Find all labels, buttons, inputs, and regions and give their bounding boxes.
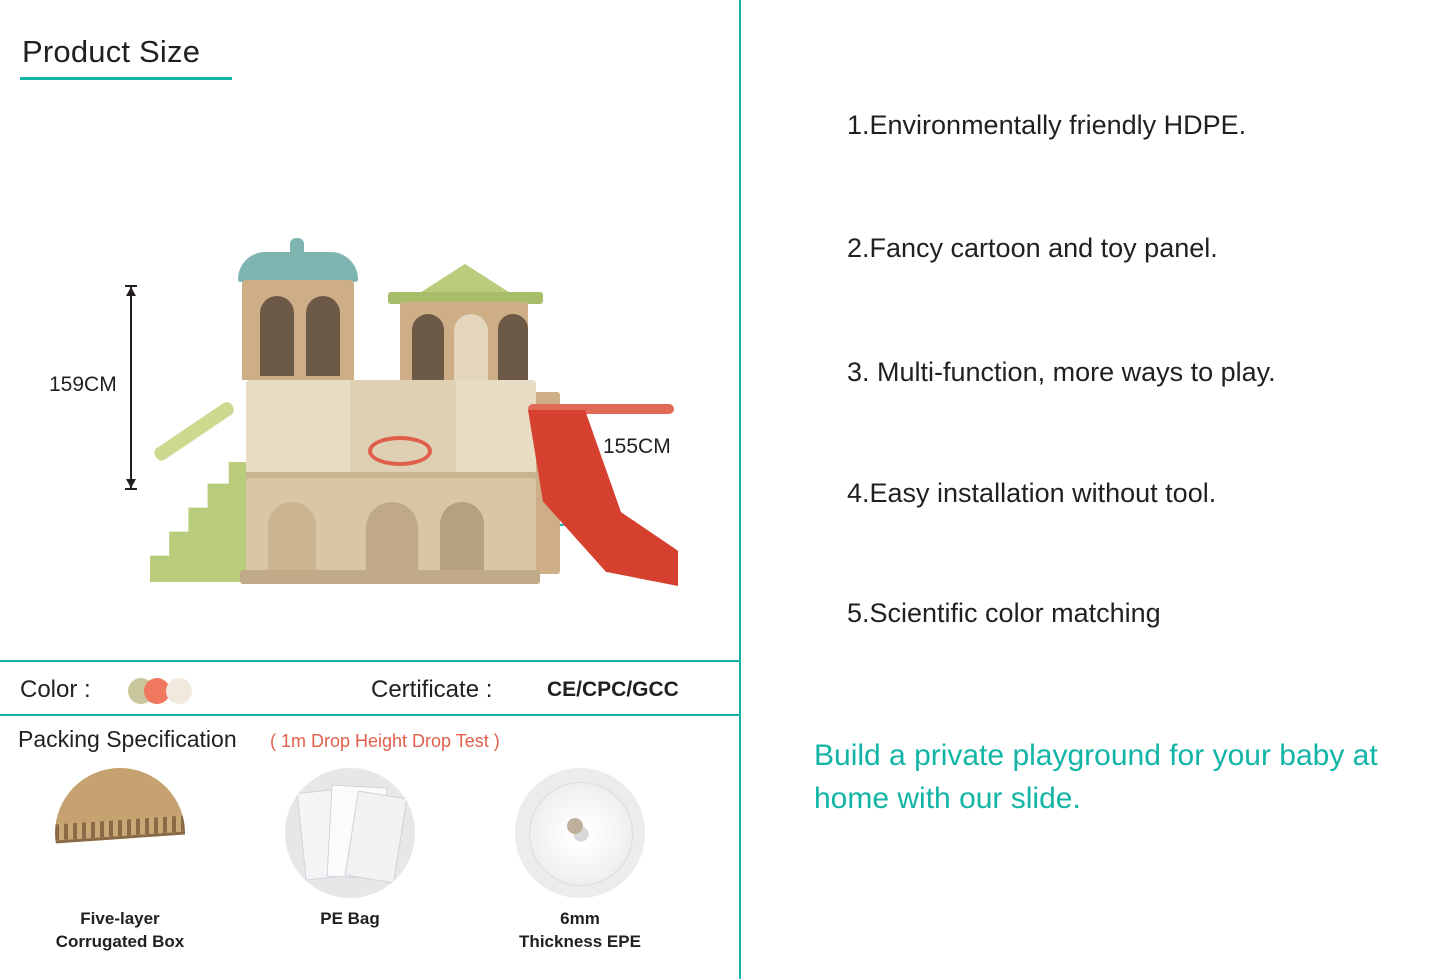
packing-title: Packing Specification	[18, 726, 237, 752]
packing-items	[0, 768, 739, 968]
right-panel	[742, 0, 1441, 979]
feature-item-3: 3. Multi-function, more ways to play.	[847, 357, 1276, 387]
left-tower-arch-1	[260, 296, 294, 376]
lower-arch-2	[366, 502, 418, 574]
divider-bottom	[0, 714, 739, 716]
packing-item-epe	[480, 768, 680, 954]
blue-roof-finial-shape	[290, 238, 304, 256]
height-dimension-line	[130, 285, 132, 490]
left-tower-arch-2	[306, 296, 340, 376]
epe-roll-image	[515, 768, 645, 898]
color-swatch-3	[166, 678, 192, 704]
certificate-label: Certificate :	[371, 676, 493, 703]
product-image-area	[0, 95, 739, 660]
packing-subtitle: ( 1m Drop Height Drop Test )	[270, 731, 500, 751]
height-dimension-label: 159CM	[49, 373, 117, 396]
divider-top	[0, 660, 739, 662]
height-arrow-top-icon	[126, 287, 136, 296]
packing-caption-pebag-line1: PE Bag	[320, 909, 380, 928]
epe-core-shape	[567, 818, 583, 834]
packing-caption-epe	[480, 908, 680, 954]
epe-roll-shape	[529, 782, 633, 886]
tagline: Build a private playground for your baby at home with our slide.	[814, 739, 1378, 815]
lower-arch-3	[440, 502, 484, 574]
packing-item-box	[20, 768, 220, 954]
packing-caption-pebag	[250, 908, 450, 931]
vertical-divider	[739, 0, 741, 979]
packing-caption-box	[20, 908, 220, 954]
page-title: Product Size	[22, 34, 201, 69]
stairs-rail-shape	[152, 400, 236, 463]
color-swatches	[128, 678, 198, 704]
feature-item-5: 5.Scientific color matching	[847, 598, 1161, 628]
packing-caption-box-line1: Five-layer	[80, 909, 160, 928]
packing-caption-epe-line1: 6mm	[560, 909, 600, 928]
stairs-shape	[150, 462, 246, 582]
feature-item-2: 2.Fancy cartoon and toy panel.	[847, 233, 1218, 263]
blue-roof-shape	[238, 252, 358, 282]
bag-art	[285, 768, 415, 898]
pe-bag-image	[285, 768, 415, 898]
packing-caption-epe-line2: Thickness EPE	[519, 931, 641, 951]
color-label: Color :	[20, 676, 91, 703]
base-shape	[240, 570, 540, 584]
playground-illustration	[150, 240, 710, 540]
packing-item-pebag	[250, 768, 450, 931]
feature-item-1: 1.Environmentally friendly HDPE.	[847, 110, 1247, 140]
height-arrow-bottom-icon	[126, 479, 136, 488]
certificate-value: CE/CPC/GCC	[547, 678, 679, 701]
packing-caption-box-line2: Corrugated Box	[55, 931, 185, 951]
corrugated-box-image	[55, 768, 185, 898]
epe-art	[515, 768, 645, 898]
box-art	[55, 768, 185, 898]
title-underline	[20, 77, 232, 80]
feature-item-4: 4.Easy installation without tool.	[847, 478, 1217, 508]
depth-dimension-label: 155CM	[603, 435, 671, 458]
basketball-hoop-icon	[368, 436, 432, 466]
lower-arch-1	[268, 502, 316, 574]
